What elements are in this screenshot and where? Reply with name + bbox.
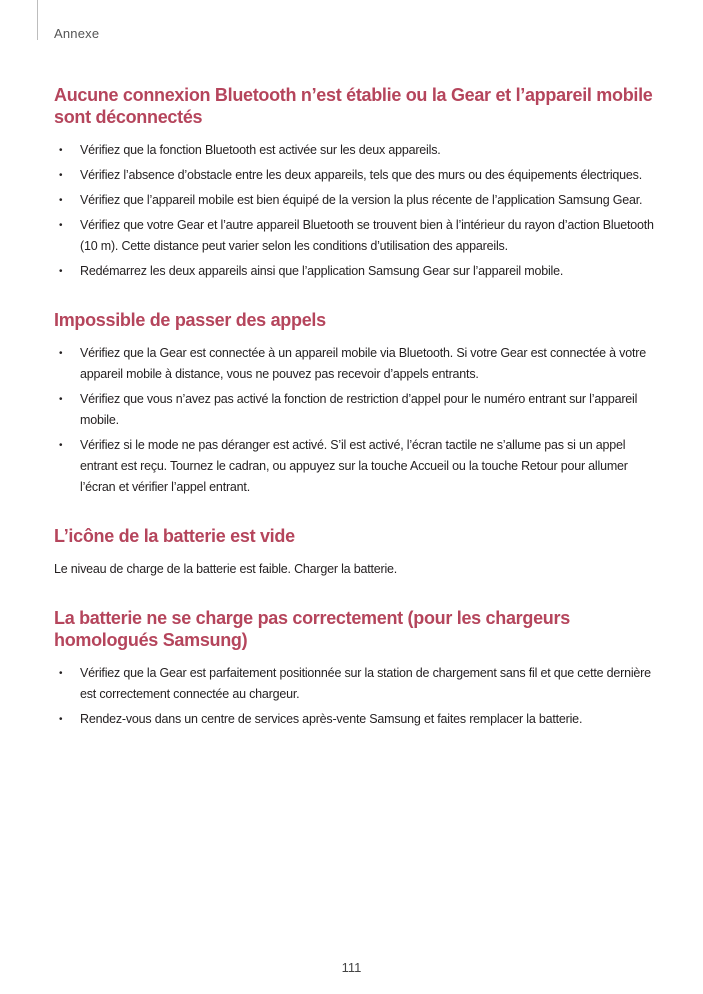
bullet-list [54,663,654,730]
list-item-text: Redémarrez les deux appareils ainsi que l’application Samsung Gear sur l’appareil mobile. [80,264,564,278]
list-item [54,261,654,282]
section-calls [54,309,654,498]
list-item [54,709,654,730]
bullet-icon: • [59,714,63,725]
section-heading: Aucune connexion Bluetooth n’est établie ou la Gear et l’appareil mobile sont déconnectés [54,85,653,127]
list-item [54,435,654,498]
bullet-list [54,343,654,498]
list-item-text: Rendez-vous dans un centre de services après-vente Samsung et faites remplacer la batterie. [80,712,583,726]
page-content [54,84,654,730]
list-item-text: Vérifiez l’absence d’obstacle entre les deux appareils, tels que des murs ou des équipements électriques. [80,168,642,182]
header-rule [37,0,38,40]
section-heading: L’icône de la batterie est vide [54,526,295,546]
section-heading: Impossible de passer des appels [54,310,326,330]
bullet-icon: • [59,668,63,679]
bullet-icon: • [59,220,63,231]
list-item-text: Vérifiez que votre Gear et l’autre appareil Bluetooth se trouvent bien à l’intérieur du rayon d’action Bluetooth (10 m). Cette distance peut varier selon les conditions d’utilisation des appareils. [80,218,654,253]
section-bluetooth-connection [54,84,654,282]
bullet-icon: • [59,195,63,206]
bullet-icon: • [59,440,63,451]
bullet-list [54,140,654,282]
list-item [54,343,654,385]
list-item-text: Vérifiez que la Gear est parfaitement positionnée sur la station de chargement sans fil et que cette dernière est correctement connectée au chargeur. [80,666,651,701]
list-item [54,215,654,257]
bullet-icon: • [59,145,63,156]
section-label: Annexe [54,26,100,41]
bullet-icon: • [59,266,63,277]
list-item-text: Vérifiez que la fonction Bluetooth est activée sur les deux appareils. [80,143,441,157]
list-item-text: Vérifiez que la Gear est connectée à un appareil mobile via Bluetooth. Si votre Gear est connectée à votre appareil mobile à distance, vous ne pouvez pas recevoir d’appels entrants. [80,346,646,381]
list-item [54,140,654,161]
section-heading: La batterie ne se charge pas correctement (pour les chargeurs homologués Samsung) [54,608,570,650]
list-item [54,190,654,211]
list-item [54,165,654,186]
section-battery-charging [54,607,654,730]
bullet-icon: • [59,170,63,181]
list-item-text: Vérifiez que vous n’avez pas activé la fonction de restriction d’appel pour le numéro entrant sur l’appareil mobile. [80,392,638,427]
bullet-icon: • [59,394,63,405]
bullet-icon: • [59,348,63,359]
list-item-text: Vérifiez si le mode ne pas déranger est activé. S’il est activé, l’écran tactile ne s’allume pas si un appel entrant est reçu. Tournez le cadran, ou appuyez sur la touche Accueil ou la touche Retour pour allumer l’écran et vérifier l’appel entrant. [80,438,628,494]
paragraph: Le niveau de charge de la batterie est faible. Charger la batterie. [54,562,398,576]
page-number: 111 [341,960,362,975]
list-item [54,389,654,431]
list-item [54,663,654,705]
list-item-text: Vérifiez que l’appareil mobile est bien équipé de la version la plus récente de l’application Samsung Gear. [80,193,643,207]
section-battery-icon [54,525,654,580]
